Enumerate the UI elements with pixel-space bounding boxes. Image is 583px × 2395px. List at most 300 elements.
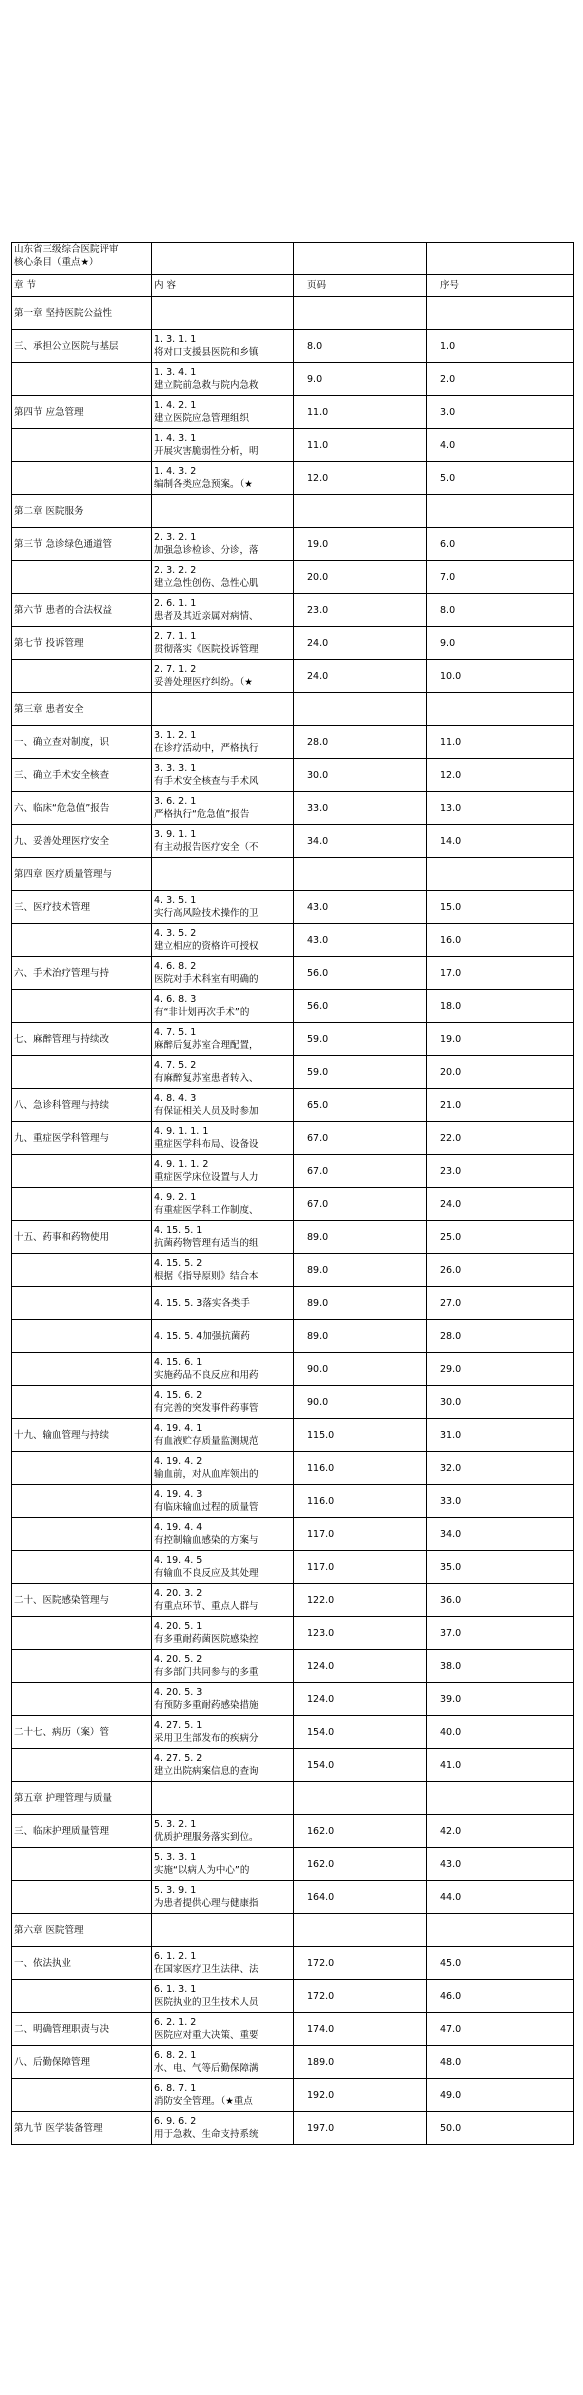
content-cell (152, 1452, 294, 1485)
table-row (12, 1155, 574, 1188)
content-text: 抗菌药物管理有适当的组 (154, 1238, 259, 1249)
page-cell: 24.0 (294, 660, 427, 693)
table-row (12, 1716, 574, 1749)
title-row (12, 243, 574, 275)
table-row (12, 2046, 574, 2079)
content-text: 有完善的突发事件药事管 (154, 1403, 259, 1414)
seq-cell: 6.0 (427, 528, 574, 561)
chapter-cell (12, 1551, 152, 1584)
seq-cell: 29.0 (427, 1353, 574, 1386)
content-code: 2. 3. 2. 2 (154, 565, 197, 576)
page-cell: 8.0 (294, 330, 427, 363)
table-row (12, 1023, 574, 1056)
content-cell (152, 462, 294, 495)
page-cell: 89.0 (294, 1221, 427, 1254)
content-cell (152, 792, 294, 825)
content-text: 建立出院病案信息的查询 (154, 1766, 259, 1777)
chapter-cell (12, 924, 152, 957)
chapter-cell (12, 1056, 152, 1089)
content-code: 3. 9. 1. 1 (154, 829, 197, 840)
page-cell: 162.0 (294, 1848, 427, 1881)
content-text: 严格执行“危急值”报告 (154, 809, 250, 820)
table-row (12, 1683, 574, 1716)
page-cell: 123.0 (294, 1617, 427, 1650)
chapter-cell: 三、承担公立医院与基层 (12, 330, 152, 363)
section-row (12, 1914, 574, 1947)
content-code: 4. 3. 5. 2 (154, 928, 197, 939)
chapter-cell: 第三章 患者安全 (12, 693, 152, 726)
page-cell: 117.0 (294, 1551, 427, 1584)
seq-cell (427, 297, 574, 330)
section-row (12, 1782, 574, 1815)
content-cell (152, 693, 294, 726)
page-cell: 67.0 (294, 1155, 427, 1188)
content-cell (152, 495, 294, 528)
content-text: 建立院前急救与院内急救 (154, 380, 259, 391)
content-cell (152, 1353, 294, 1386)
chapter-cell: 第九节 医学装备管理 (12, 2112, 152, 2145)
page-cell: 154.0 (294, 1749, 427, 1782)
page-cell: 24.0 (294, 627, 427, 660)
content-text: 建立医院应急管理组织 (154, 413, 250, 424)
table-row (12, 1617, 574, 1650)
sheet-title-line2: 核心条目（重点★） (14, 257, 99, 268)
chapter-cell (12, 1650, 152, 1683)
content-cell (152, 330, 294, 363)
table-row (12, 891, 574, 924)
page-cell: 122.0 (294, 1584, 427, 1617)
page-cell: 9.0 (294, 363, 427, 396)
chapter-cell: 第五章 护理管理与质量 (12, 1782, 152, 1815)
content-text: 建立相应的资格许可授权 (154, 941, 259, 952)
content-cell (152, 957, 294, 990)
table-row (12, 2112, 574, 2145)
seq-cell: 27.0 (427, 1287, 574, 1320)
content-cell (152, 1881, 294, 1914)
content-code: 4. 19. 4. 4 (154, 1522, 203, 1533)
page-cell (294, 1914, 427, 1947)
table-row (12, 1221, 574, 1254)
seq-cell: 34.0 (427, 1518, 574, 1551)
table-row (12, 561, 574, 594)
page-cell: 56.0 (294, 990, 427, 1023)
content-cell (152, 429, 294, 462)
content-code: 4. 7. 5. 2 (154, 1060, 197, 1071)
page-cell: 67.0 (294, 1188, 427, 1221)
chapter-cell (12, 2079, 152, 2112)
table-row (12, 396, 574, 429)
content-cell (152, 1914, 294, 1947)
page-cell: 19.0 (294, 528, 427, 561)
seq-cell: 32.0 (427, 1452, 574, 1485)
chapter-cell: 三、确立手术安全核查 (12, 759, 152, 792)
chapter-cell (12, 1452, 152, 1485)
table-row (12, 726, 574, 759)
chapter-cell: 二、明确管理职责与决 (12, 2013, 152, 2046)
content-code: 4. 15. 6. 1 (154, 1357, 203, 1368)
seq-cell: 39.0 (427, 1683, 574, 1716)
content-code: 4. 19. 4. 2 (154, 1456, 203, 1467)
page-cell: 116.0 (294, 1452, 427, 1485)
chapter-cell (12, 1749, 152, 1782)
title-empty-cell (152, 243, 294, 275)
content-code: 5. 3. 3. 1 (154, 1852, 197, 1863)
content-text: 有多部门共同参与的多重 (154, 1667, 259, 1678)
content-code: 6. 8. 7. 1 (154, 2083, 197, 2094)
table-row (12, 1254, 574, 1287)
table-row (12, 957, 574, 990)
content-text: 有多重耐药菌医院感染控 (154, 1634, 259, 1645)
chapter-cell: 第六节 患者的合法权益 (12, 594, 152, 627)
content-text: 有临床输血过程的质量管 (154, 1502, 259, 1513)
content-text: 妥善处理医疗纠纷。（★ (154, 677, 253, 688)
chapter-cell (12, 1881, 152, 1914)
content-cell (152, 1749, 294, 1782)
page-cell (294, 297, 427, 330)
content-cell (152, 1617, 294, 1650)
seq-cell: 3.0 (427, 396, 574, 429)
content-cell (152, 1122, 294, 1155)
chapter-cell: 十五、药事和药物使用 (12, 1221, 152, 1254)
content-code: 6. 2. 1. 2 (154, 2017, 197, 2028)
chapter-cell: 二十、医院感染管理与 (12, 1584, 152, 1617)
chapter-cell: 一、确立查对制度，识 (12, 726, 152, 759)
page-cell: 115.0 (294, 1419, 427, 1452)
content-text: 将对口支援县医院和乡镇 (154, 347, 259, 358)
chapter-cell: 十九、输血管理与持续 (12, 1419, 152, 1452)
table-row (12, 363, 574, 396)
content-cell (152, 1848, 294, 1881)
content-text: 有手术安全核查与手术风 (154, 776, 259, 787)
page-cell: 89.0 (294, 1320, 427, 1353)
table-row (12, 1980, 574, 2013)
content-text: 有麻醉复苏室患者转入、 (154, 1073, 259, 1084)
table-row (12, 1122, 574, 1155)
seq-cell: 31.0 (427, 1419, 574, 1452)
chapter-cell (12, 462, 152, 495)
seq-cell: 4.0 (427, 429, 574, 462)
content-text: 医院执业的卫生技术人员 (154, 1997, 259, 2008)
seq-cell (427, 858, 574, 891)
content-cell (152, 1089, 294, 1122)
seq-cell: 9.0 (427, 627, 574, 660)
content-text: 患者及其近亲属对病情、 (154, 611, 259, 622)
table-row (12, 1320, 574, 1353)
content-text: 医院对手术科室有明确的 (154, 974, 259, 985)
content-cell (152, 2013, 294, 2046)
chapter-cell: 九、重症医学科管理与 (12, 1122, 152, 1155)
seq-cell: 48.0 (427, 2046, 574, 2079)
section-row (12, 693, 574, 726)
chapter-cell (12, 1518, 152, 1551)
content-text: 有主动报告医疗安全（不 (154, 842, 259, 853)
page-cell: 30.0 (294, 759, 427, 792)
chapter-cell: 第四章 医疗质量管理与 (12, 858, 152, 891)
page-cell: 197.0 (294, 2112, 427, 2145)
content-cell (152, 594, 294, 627)
content-cell (152, 1485, 294, 1518)
chapter-cell: 第一章 坚持医院公益性 (12, 297, 152, 330)
content-code: 4. 20. 5. 2 (154, 1654, 203, 1665)
content-cell (152, 1683, 294, 1716)
content-code: 4. 15. 5. 4加强抗菌药 (154, 1330, 250, 1342)
chapter-cell: 第三节 急诊绿色通道管 (12, 528, 152, 561)
chapter-cell (12, 1155, 152, 1188)
seq-cell: 8.0 (427, 594, 574, 627)
chapter-cell (12, 1617, 152, 1650)
content-text: 麻醉后复苏室合理配置， (154, 1040, 259, 1051)
page-cell: 59.0 (294, 1023, 427, 1056)
table-row (12, 759, 574, 792)
content-text: 有血液贮存质量监测规范 (154, 1436, 259, 1447)
content-cell (152, 2079, 294, 2112)
content-text: 根据《指导原则》结合本 (154, 1271, 259, 1282)
seq-cell: 19.0 (427, 1023, 574, 1056)
chapter-cell (12, 363, 152, 396)
content-cell (152, 561, 294, 594)
content-code: 2. 7. 1. 1 (154, 631, 197, 642)
seq-cell: 20.0 (427, 1056, 574, 1089)
table-row (12, 1947, 574, 1980)
table-row (12, 627, 574, 660)
table-row (12, 990, 574, 1023)
content-code: 1. 3. 4. 1 (154, 367, 197, 378)
page-cell: 34.0 (294, 825, 427, 858)
table-row (12, 1419, 574, 1452)
content-cell (152, 1650, 294, 1683)
seq-cell: 46.0 (427, 1980, 574, 2013)
seq-cell: 14.0 (427, 825, 574, 858)
content-code: 4. 27. 5. 2 (154, 1753, 203, 1764)
content-cell (152, 1320, 294, 1353)
table-row (12, 1881, 574, 1914)
seq-cell: 30.0 (427, 1386, 574, 1419)
page-cell (294, 693, 427, 726)
seq-cell: 17.0 (427, 957, 574, 990)
chapter-cell: 六、临床“危急值”报告 (12, 792, 152, 825)
page-cell: 192.0 (294, 2079, 427, 2112)
table-row (12, 1287, 574, 1320)
seq-cell: 16.0 (427, 924, 574, 957)
seq-cell: 33.0 (427, 1485, 574, 1518)
content-code: 4. 7. 5. 1 (154, 1027, 197, 1038)
content-text: 实施“以病人为中心”的 (154, 1865, 250, 1876)
page-cell: 89.0 (294, 1287, 427, 1320)
content-cell (152, 1287, 294, 1320)
page-cell (294, 858, 427, 891)
chapter-cell (12, 1386, 152, 1419)
content-cell (152, 924, 294, 957)
seq-cell: 2.0 (427, 363, 574, 396)
seq-cell: 12.0 (427, 759, 574, 792)
content-text: 开展灾害脆弱性分析，明 (154, 446, 259, 457)
content-cell (152, 1023, 294, 1056)
seq-cell: 7.0 (427, 561, 574, 594)
content-code: 2. 6. 1. 1 (154, 598, 197, 609)
seq-cell: 38.0 (427, 1650, 574, 1683)
content-cell (152, 297, 294, 330)
table-row (12, 1749, 574, 1782)
content-code: 1. 4. 2. 1 (154, 400, 197, 411)
content-cell (152, 1980, 294, 2013)
content-code: 4. 6. 8. 3 (154, 994, 197, 1005)
section-row (12, 858, 574, 891)
content-cell (152, 1254, 294, 1287)
page-cell: 23.0 (294, 594, 427, 627)
content-cell (152, 528, 294, 561)
content-text: 重症医学科布局、设备设 (154, 1139, 259, 1150)
table-row (12, 594, 574, 627)
seq-cell: 37.0 (427, 1617, 574, 1650)
seq-cell: 22.0 (427, 1122, 574, 1155)
content-text: 采用卫生部发布的疾病分 (154, 1733, 259, 1744)
seq-cell: 45.0 (427, 1947, 574, 1980)
page-cell: 189.0 (294, 2046, 427, 2079)
content-cell (152, 1155, 294, 1188)
content-code: 4. 15. 5. 2 (154, 1258, 203, 1269)
content-code: 3. 6. 2. 1 (154, 796, 197, 807)
content-cell (152, 2046, 294, 2079)
table-row (12, 1518, 574, 1551)
content-text: 医院应对重大决策、重要 (154, 2030, 259, 2041)
content-code: 6. 1. 2. 1 (154, 1951, 197, 1962)
seq-cell: 41.0 (427, 1749, 574, 1782)
seq-cell: 10.0 (427, 660, 574, 693)
table-row (12, 462, 574, 495)
chapter-cell (12, 660, 152, 693)
table-row (12, 1188, 574, 1221)
content-text: 有“非计划再次手术”的 (154, 1007, 250, 1018)
seq-cell (427, 1782, 574, 1815)
seq-cell: 42.0 (427, 1815, 574, 1848)
page-cell: 124.0 (294, 1650, 427, 1683)
table-row (12, 1650, 574, 1683)
chapter-cell: 九、妥善处理医疗安全 (12, 825, 152, 858)
seq-cell: 5.0 (427, 462, 574, 495)
content-text: 实行高风险技术操作的卫 (154, 908, 259, 919)
chapter-cell: 一、依法执业 (12, 1947, 152, 1980)
content-cell (152, 759, 294, 792)
table-row (12, 2013, 574, 2046)
content-code: 2. 7. 1. 2 (154, 664, 197, 675)
content-text: 有预防多重耐药感染措施 (154, 1700, 259, 1711)
page-cell (294, 1782, 427, 1815)
seq-cell: 13.0 (427, 792, 574, 825)
content-cell (152, 396, 294, 429)
content-text: 建立急性创伤、急性心肌 (154, 578, 259, 589)
table-row (12, 1485, 574, 1518)
content-code: 4. 8. 4. 3 (154, 1093, 197, 1104)
content-text: 有控制输血感染的方案与 (154, 1535, 259, 1546)
header-chapter: 章 节 (12, 275, 152, 297)
content-cell (152, 1056, 294, 1089)
content-code: 4. 27. 5. 1 (154, 1720, 203, 1731)
content-code: 4. 19. 4. 1 (154, 1423, 203, 1434)
content-cell (152, 891, 294, 924)
seq-cell: 50.0 (427, 2112, 574, 2145)
chapter-cell (12, 1254, 152, 1287)
table-row (12, 660, 574, 693)
table-row (12, 429, 574, 462)
page-cell: 43.0 (294, 924, 427, 957)
content-cell (152, 1716, 294, 1749)
content-cell (152, 363, 294, 396)
seq-cell: 47.0 (427, 2013, 574, 2046)
content-code: 4. 3. 5. 1 (154, 895, 197, 906)
page-cell (294, 495, 427, 528)
table-row (12, 1815, 574, 1848)
content-cell (152, 1419, 294, 1452)
seq-cell: 15.0 (427, 891, 574, 924)
seq-cell (427, 495, 574, 528)
page-cell: 12.0 (294, 462, 427, 495)
content-cell (152, 627, 294, 660)
content-code: 3. 3. 3. 1 (154, 763, 197, 774)
content-cell (152, 1518, 294, 1551)
content-text: 消防安全管理。（★重点 (154, 2096, 253, 2107)
content-cell (152, 2112, 294, 2145)
seq-cell: 36.0 (427, 1584, 574, 1617)
content-text: 有重症医学科工作制度、 (154, 1205, 259, 1216)
header-content: 内 容 (152, 275, 294, 297)
chapter-cell (12, 1353, 152, 1386)
content-code: 5. 3. 2. 1 (154, 1819, 197, 1830)
chapter-cell (12, 561, 152, 594)
page-cell: 89.0 (294, 1254, 427, 1287)
table-row (12, 1452, 574, 1485)
content-cell (152, 1782, 294, 1815)
page-cell: 67.0 (294, 1122, 427, 1155)
chapter-cell (12, 1848, 152, 1881)
chapter-cell (12, 1683, 152, 1716)
content-code: 4. 19. 4. 3 (154, 1489, 203, 1500)
content-code: 4. 9. 2. 1 (154, 1192, 197, 1203)
chapter-cell: 二十七、病历（案）管 (12, 1716, 152, 1749)
content-cell (152, 858, 294, 891)
seq-cell: 24.0 (427, 1188, 574, 1221)
header-seq: 序号 (427, 275, 574, 297)
content-code: 4. 20. 5. 1 (154, 1621, 203, 1632)
content-code: 6. 1. 3. 1 (154, 1984, 197, 1995)
page-cell: 90.0 (294, 1353, 427, 1386)
content-code: 1. 4. 3. 2 (154, 466, 197, 477)
content-code: 1. 4. 3. 1 (154, 433, 197, 444)
content-cell (152, 990, 294, 1023)
seq-cell: 49.0 (427, 2079, 574, 2112)
page-cell: 174.0 (294, 2013, 427, 2046)
page-cell: 11.0 (294, 429, 427, 462)
seq-cell: 40.0 (427, 1716, 574, 1749)
table-row (12, 1584, 574, 1617)
content-text: 加强急诊检诊、分诊，落 (154, 545, 259, 556)
table-row (12, 2079, 574, 2112)
page-cell: 154.0 (294, 1716, 427, 1749)
page-cell: 65.0 (294, 1089, 427, 1122)
table-row (12, 825, 574, 858)
chapter-cell: 第六章 医院管理 (12, 1914, 152, 1947)
chapter-cell: 第七节 投诉管理 (12, 627, 152, 660)
chapter-cell (12, 1320, 152, 1353)
table-row (12, 924, 574, 957)
content-cell (152, 1221, 294, 1254)
content-cell (152, 1188, 294, 1221)
seq-cell: 35.0 (427, 1551, 574, 1584)
chapter-cell: 三、医疗技术管理 (12, 891, 152, 924)
chapter-cell (12, 1980, 152, 2013)
table-row (12, 1056, 574, 1089)
content-text: 重症医学床位设置与人力 (154, 1172, 259, 1183)
seq-cell (427, 693, 574, 726)
